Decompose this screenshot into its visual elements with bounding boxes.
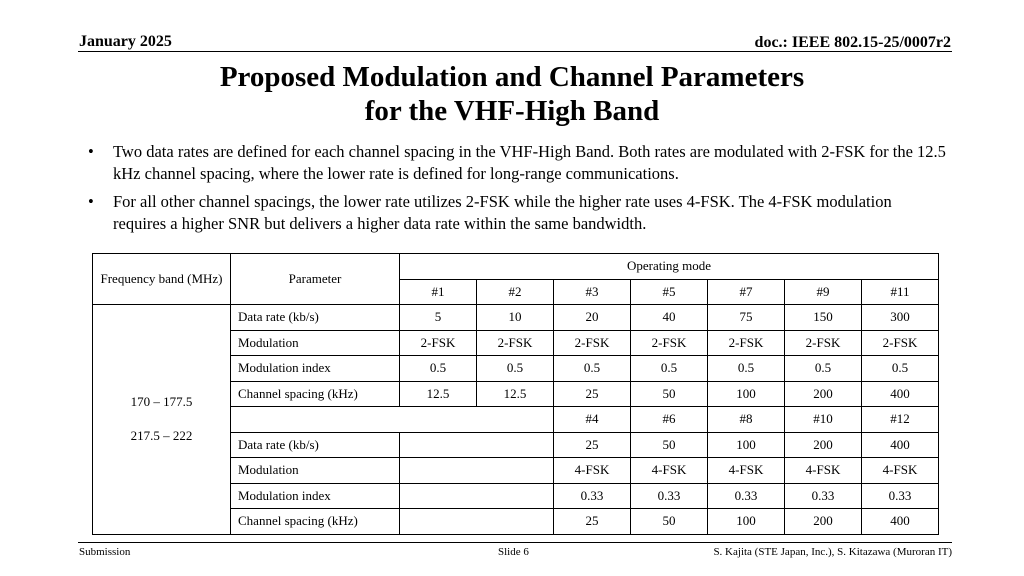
table-cell: 0.5: [862, 356, 939, 382]
footer-divider: [78, 542, 952, 543]
mode-header-cell: #4: [554, 407, 631, 433]
table-cell: 12.5: [477, 381, 554, 407]
table-cell: 4-FSK: [862, 458, 939, 484]
frequency-band-header: Frequency band (MHz): [93, 254, 231, 305]
title-line-2: for the VHF-High Band: [364, 95, 660, 127]
table-cell: 0.5: [708, 356, 785, 382]
table-cell: 0.33: [785, 483, 862, 509]
mode-header-cell: #11: [862, 279, 939, 305]
table-cell: 200: [785, 509, 862, 535]
parameters-table: [92, 253, 939, 535]
bullet-text: Two data rates are defined for each channel spacing in the VHF-High Band. Both rates are modulated with 2-FSK for the 12.5 kHz channel spacing, where the lower rate is defined for long-range communications.: [113, 142, 946, 183]
table-row: [93, 305, 939, 331]
header-date: January 2025: [79, 33, 172, 50]
table-cell: 25: [554, 381, 631, 407]
table-cell: 400: [862, 381, 939, 407]
footer-authors: S. Kajita (STE Japan, Inc.), S. Kitazawa (Muroran IT): [713, 546, 952, 558]
table-cell: 0.33: [554, 483, 631, 509]
table-cell: 50: [631, 432, 708, 458]
parameter-header: Parameter: [231, 254, 400, 305]
table-cell: 100: [708, 509, 785, 535]
table-cell: 50: [631, 509, 708, 535]
table-cell: 4-FSK: [554, 458, 631, 484]
table-cell: 400: [862, 509, 939, 535]
table-cell: 2-FSK: [708, 330, 785, 356]
empty-cell: [400, 483, 554, 509]
empty-cell: [400, 432, 554, 458]
empty-cell: [231, 407, 554, 433]
bullet-list: [88, 141, 948, 241]
spacer: [97, 411, 226, 427]
table-cell: 25: [554, 432, 631, 458]
table-cell: 75: [708, 305, 785, 331]
table-cell: 300: [862, 305, 939, 331]
mode-header-cell: #12: [862, 407, 939, 433]
header-divider: [78, 51, 952, 52]
table-cell: 2-FSK: [477, 330, 554, 356]
table-cell: 2-FSK: [400, 330, 477, 356]
parameter-label: Data rate (kb/s): [231, 432, 400, 458]
table-cell: 2-FSK: [554, 330, 631, 356]
empty-cell: [400, 509, 554, 535]
table-cell: 25: [554, 509, 631, 535]
frequency-band-value: 217.5 – 222: [130, 428, 193, 444]
mode-header-cell: #8: [708, 407, 785, 433]
table-row: [93, 254, 939, 280]
frequency-band-cell: [93, 305, 231, 535]
mode-header-cell: #6: [631, 407, 708, 433]
parameter-label: Modulation index: [231, 356, 400, 382]
table-cell: 0.5: [554, 356, 631, 382]
empty-cell: [400, 458, 554, 484]
table-cell: 10: [477, 305, 554, 331]
bullet-text: For all other channel spacings, the lower rate utilizes 2-FSK while the higher rate uses 4-FSK. The 4-FSK modulation requires a higher SNR but delivers a higher data rate within the same bandwidth.: [113, 192, 892, 233]
parameter-label: Channel spacing (kHz): [231, 509, 400, 535]
title-line-1: Proposed Modulation and Channel Parameters: [219, 61, 805, 93]
table-cell: 2-FSK: [862, 330, 939, 356]
table-cell: 0.5: [785, 356, 862, 382]
parameter-label: Modulation: [231, 458, 400, 484]
table-cell: 4-FSK: [785, 458, 862, 484]
table-cell: 0.33: [708, 483, 785, 509]
parameter-label: Modulation: [231, 330, 400, 356]
table-cell: 12.5: [400, 381, 477, 407]
table-cell: 0.5: [400, 356, 477, 382]
mode-header-cell: #7: [708, 279, 785, 305]
bullet-icon: •: [88, 192, 94, 211]
table-cell: 0.5: [631, 356, 708, 382]
slide-title: [0, 60, 1024, 128]
header-doc-id: doc.: IEEE 802.15-25/0007r2: [754, 34, 951, 51]
parameter-label: Modulation index: [231, 483, 400, 509]
operating-mode-header: Operating mode: [400, 254, 939, 280]
footer-slide-number: Slide 6: [498, 546, 529, 558]
table-cell: 40: [631, 305, 708, 331]
table-cell: 0.5: [477, 356, 554, 382]
mode-header-cell: #2: [477, 279, 554, 305]
parameter-label: Data rate (kb/s): [231, 305, 400, 331]
bullet-item: [88, 141, 948, 185]
mode-header-cell: #9: [785, 279, 862, 305]
table-cell: 100: [708, 381, 785, 407]
mode-header-cell: #1: [400, 279, 477, 305]
table-cell: 0.33: [631, 483, 708, 509]
table-cell: 5: [400, 305, 477, 331]
bullet-icon: •: [88, 142, 94, 161]
table-cell: 4-FSK: [631, 458, 708, 484]
table-cell: 200: [785, 381, 862, 407]
mode-header-cell: #5: [631, 279, 708, 305]
table-cell: 2-FSK: [631, 330, 708, 356]
table-cell: 20: [554, 305, 631, 331]
table-cell: 400: [862, 432, 939, 458]
table-cell: 4-FSK: [708, 458, 785, 484]
parameter-label: Channel spacing (kHz): [231, 381, 400, 407]
table-cell: 50: [631, 381, 708, 407]
table-cell: 200: [785, 432, 862, 458]
table-cell: 100: [708, 432, 785, 458]
table-cell: 2-FSK: [785, 330, 862, 356]
footer-submission: Submission: [79, 546, 131, 558]
table-cell: 150: [785, 305, 862, 331]
mode-header-cell: #3: [554, 279, 631, 305]
table-cell: 0.33: [862, 483, 939, 509]
frequency-band-value: 170 – 177.5: [130, 394, 193, 410]
bullet-item: [88, 191, 948, 235]
mode-header-cell: #10: [785, 407, 862, 433]
